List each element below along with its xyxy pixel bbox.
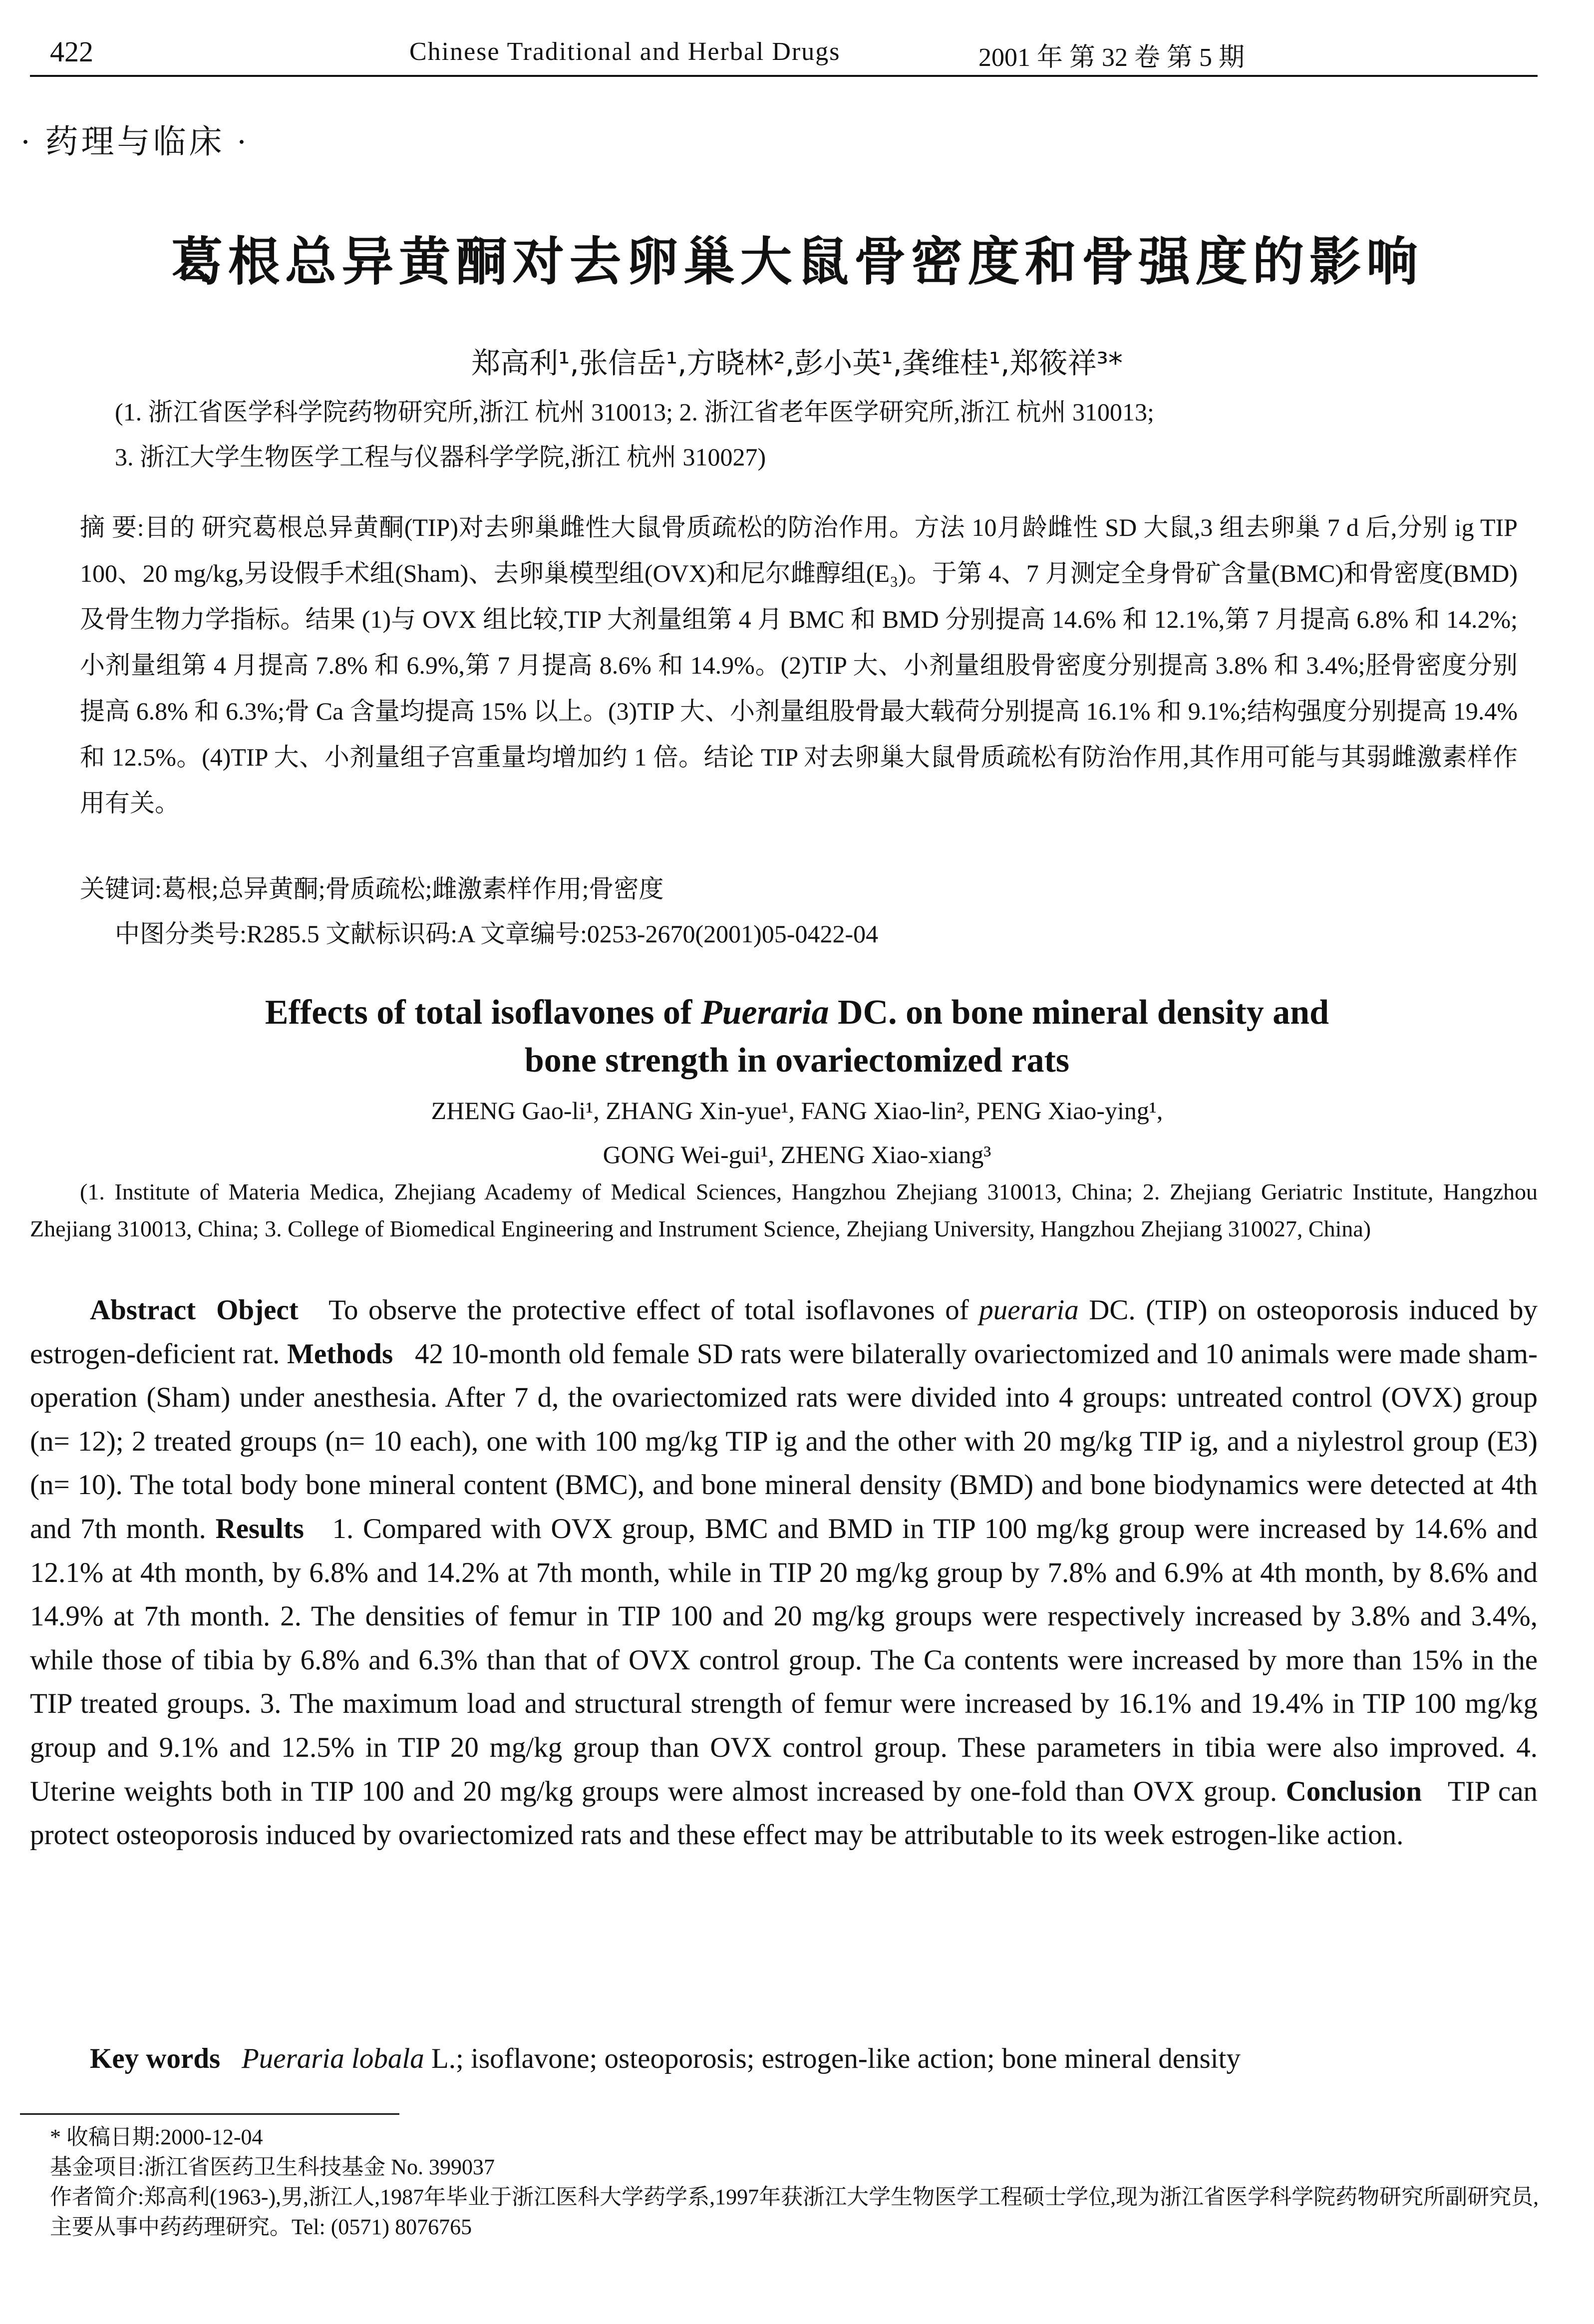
english-authors xyxy=(0,1089,1594,1176)
chinese-title: 葛根总异黄酮对去卵巢大鼠骨密度和骨强度的影响 xyxy=(171,234,1423,291)
english-authors-line: ZHENG Gao-li¹, ZHANG Xin-yue¹, FANG Xiao-lin², PENG Xiao-ying¹, xyxy=(431,1097,1163,1125)
conclusion-label: Conclusion xyxy=(1285,1775,1422,1807)
chinese-classification: 中图分类号:R285.5 文献标识码:A 文章编号:0253-2670(2001)05-0422-04 xyxy=(115,920,879,948)
journal-title: Chinese Traditional and Herbal Drugs xyxy=(409,37,841,66)
footnote-bio: 作者简介:郑高利(1963-),男,浙江人,1987年毕业于浙江医科大学药学系,1997年获浙江大学生物医学工程硕士学位,现为浙江省医学科学院药物研究所副研究员, xyxy=(50,2185,1539,2209)
object-text: DC. (TIP) on osteoporosis induced by estrogen-deficient rat. xyxy=(30,1294,1538,1370)
english-abstract xyxy=(30,1288,1538,1857)
page-number: 422 xyxy=(50,35,93,68)
footnote-bio: 主要从事中药药理研究。Tel: (0571) 8076765 xyxy=(50,2215,472,2239)
column-label: · 药理与临床 · xyxy=(20,124,250,160)
object-italic: pueraria xyxy=(979,1294,1079,1326)
methods-text: 42 10-month old female SD rats were bilaterally ovariectomized and 10 animals were made sham-operation (Sham) under anesthesia. After 7 d, the ovariectomized rats were divided into 4 groups: untreated control (OVX) group (n= 12); 2 treated groups (n= 10 each), one with 100 mg/kg TIP ig and the other with 20 mg/kg TIP ig, and a niylestrol group (E3) (n= 10). The total body bone mineral content (BMC), and bone mineral density (BMD) and bone biodynamics were detected at 4th and 7th month. xyxy=(30,1338,1538,1545)
english-affiliation: (1. Institute of Materia Medica, Zhejiang Academy of Medical Sciences, Hangzhou Zhejiang 310013, China; 2. Zhejiang Geriatric Institute, Hangzhou Zhejiang 310013, China; 3. College of Biomedical Engineering and Instrument Science, Zhejiang University, Hangzhou Zhejiang 310027, China) xyxy=(30,1179,1538,1241)
english-authors-line: GONG Wei-gui¹, ZHENG Xiao-xiang³ xyxy=(603,1141,991,1168)
english-title xyxy=(0,989,1594,1085)
english-title-line2: bone strength in ovariectomized rats xyxy=(524,1041,1070,1080)
footnote-divider xyxy=(20,2113,399,2115)
chinese-keywords: 关键词:葛根;总异黄酮;骨质疏松;雌激素样作用;骨密度 xyxy=(80,875,664,903)
chinese-abstract: 摘 要:目的 研究葛根总异黄酮(TIP)对去卵巢雌性大鼠骨质疏松的防治作用。方法 10月龄雌性 SD 大鼠,3 组去卵巢 7 d 后,分别 ig TIP 100、20 mg/kg,另设假手术组(Sham)、去卵巢模型组(OVX)和尼尔雌醇组(E₃)。于第 4、7 月测定全身骨矿含量(BMC)和骨密度(BMD)及骨生物力学指标。结果 (1)与 OVX 组比较,TIP 大剂量组第 4 月 BMC 和 BMD 分别提高 14.6% 和 12.1%,第 7 月提高 6.8% 和 14.2%;小剂量组第 4 月提高 7.8% 和 6.9%,第 7 月提高 8.6% 和 14.9%。(2)TIP 大、小剂量组股骨密度分别提高 3.8% 和 3.4%;胫骨密度分别提高 6.8% 和 6.3%;骨 Ca 含量均提高 15% 以上。(3)TIP 大、小剂量组股骨最大载荷分别提高 16.1% 和 9.1%;结构强度分别提高 19.4% 和 12.5%。(4)TIP 大、小剂量组子宫重量均增加约 1 倍。结论 TIP 对去卵巢大鼠骨质疏松有防治作用,其作用可能与其弱雌激素样作用有关。 xyxy=(80,513,1518,817)
footnotes xyxy=(50,2122,1548,2242)
keywords-text: L.; isoflavone; osteoporosis; estrogen-like action; bone mineral density xyxy=(431,2043,1241,2074)
running-header xyxy=(30,30,1538,77)
object-label: Object xyxy=(216,1294,299,1326)
chinese-affiliations xyxy=(115,389,1513,479)
conclusion-text: TIP can protect osteoporosis induced by ovariectomized rats and these effect may be attributable to its week estrogen-like action. xyxy=(30,1775,1538,1851)
abstract-label: Abstract xyxy=(90,1294,196,1326)
footnote-fund: 基金项目:浙江省医药卫生科技基金 No. 399037 xyxy=(50,2155,495,2179)
keywords-label: Key words xyxy=(90,2043,221,2074)
chinese-affiliation-line: 3. 浙江大学生物医学工程与仪器科学学院,浙江 杭州 310027) xyxy=(115,443,766,471)
results-label: Results xyxy=(215,1513,304,1545)
results-text: 1. Compared with OVX group, BMC and BMD in TIP 100 mg/kg group were increased by 14.6% and 12.1% at 4th month, by 6.8% and 14.2% at 7th month, while in TIP 20 mg/kg group by 7.8% and 6.9% at 4th month, by 8.6% and 14.9% at 7th month. 2. The densities of femur in TIP 100 and 20 mg/kg groups were respectively increased by 3.8% and 3.4%, while those of tibia by 6.8% and 6.3% than that of OVX control group. The Ca contents were increased by more than 15% in the TIP treated groups. 3. The maximum load and structural strength of femur were increased by 16.1% and 19.4% in TIP 100 mg/kg group and 9.1% and 12.5% in TIP 20 mg/kg group than OVX control group. These parameters in tibia were also improved. 4. Uterine weights both in TIP 100 and 20 mg/kg groups were almost increased by one-fold than OVX group. xyxy=(30,1513,1538,1807)
methods-label: Methods xyxy=(287,1338,393,1370)
chinese-affiliation-line: (1. 浙江省医学科学院药物研究所,浙江 杭州 310013; 2. 浙江省老年医学研究所,浙江 杭州 310013; xyxy=(115,398,1154,426)
english-keywords xyxy=(30,2042,1538,2075)
english-title-prefix: Effects of total isoflavones of xyxy=(265,993,692,1032)
keywords-italic: Pueraria lobala xyxy=(241,2043,424,2074)
journal-issue: 2001 年 第 32 卷 第 5 期 xyxy=(978,43,1245,72)
english-title-italic: Pueraria xyxy=(700,993,829,1032)
english-title-suffix: DC. on bone mineral density and xyxy=(838,993,1329,1032)
chinese-authors: 郑高利¹,张信岳¹,方晓林²,彭小英¹,龚维桂¹,郑筱祥³* xyxy=(471,346,1123,380)
footnote-received: * 收稿日期:2000-12-04 xyxy=(50,2125,263,2149)
object-text: To observe the protective effect of total isoflavones of xyxy=(328,1294,969,1326)
